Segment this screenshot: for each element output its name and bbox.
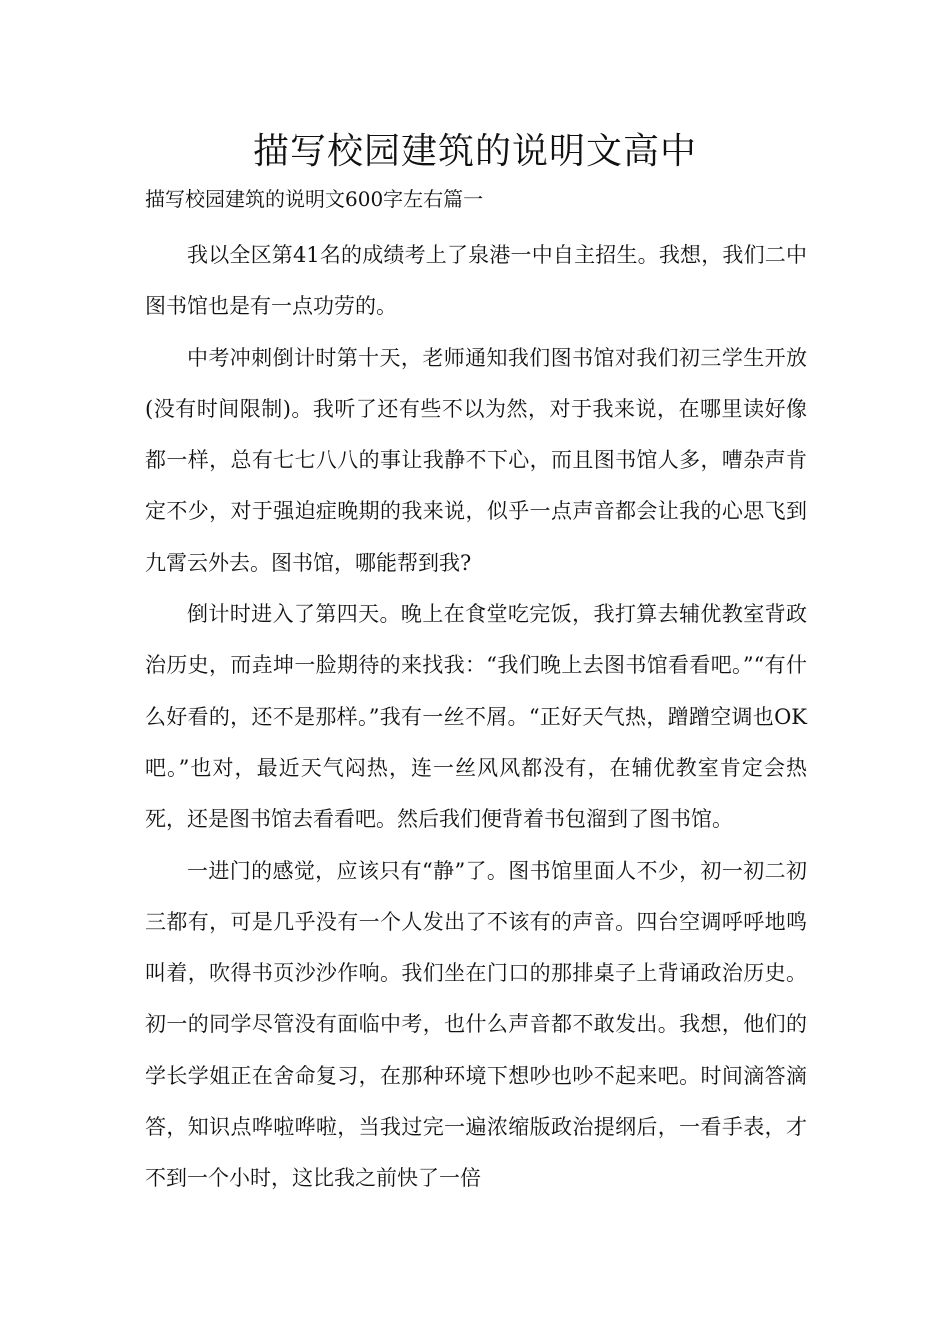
paragraph: 一进门的感觉，应该只有“静”了。图书馆里面人不少，初一初二初三都有，可是几乎没有一个人发出了不该有的声音。四台空调呼呼地鸣叫着，吹得书页沙沙作响。我们坐在门口的那排桌子上背诵政治历史。初一的同学尽管没有面临中考，也什么声音都不敢发出。我想，他们的学长学姐正在舍命复习，在那种环境下想吵也吵不起来吧。时间滴答滴答，知识点哗啦哗啦，当我过完一遍浓缩版政治提纲后，一看手表，才不到一个小时，这比我之前快了一倍 bbox=[145, 858, 807, 1191]
paragraph: 我以全区第41名的成绩考上了泉港一中自主招生。我想，我们二中图书馆也是有一点功劳的。 bbox=[145, 243, 807, 319]
paragraph: 中考冲刺倒计时第十天，老师通知我们图书馆对我们初三学生开放(没有时间限制)。我听了还有些不以为然，对于我来说，在哪里读好像都一样，总有七七八八的事让我静不下心，而且图书馆人多，嘈杂声肯定不少，对于强迫症晚期的我来说，似乎一点声音都会让我的心思飞到九霄云外去。图书馆，哪能帮到我? bbox=[145, 345, 807, 575]
document-title: 描写校园建筑的说明文高中 bbox=[252, 131, 697, 172]
document-body bbox=[145, 230, 807, 1205]
paragraph: 倒计时进入了第四天。晚上在食堂吃完饭，我打算去辅优教室背政治历史，而垚坤一脸期待的来找我：“我们晚上去图书馆看看吧。”“有什么好看的，还不是那样。”我有一丝不屑。“正好天气热，蹭蹭空调也OK吧。”也对，最近天气闷热，连一丝风风都没有，在辅优教室肯定会热死，还是图书馆去看看吧。然后我们便背着书包溜到了图书馆。 bbox=[145, 602, 807, 832]
document-subtitle: 描写校园建筑的说明文600字左右篇一 bbox=[145, 187, 484, 211]
